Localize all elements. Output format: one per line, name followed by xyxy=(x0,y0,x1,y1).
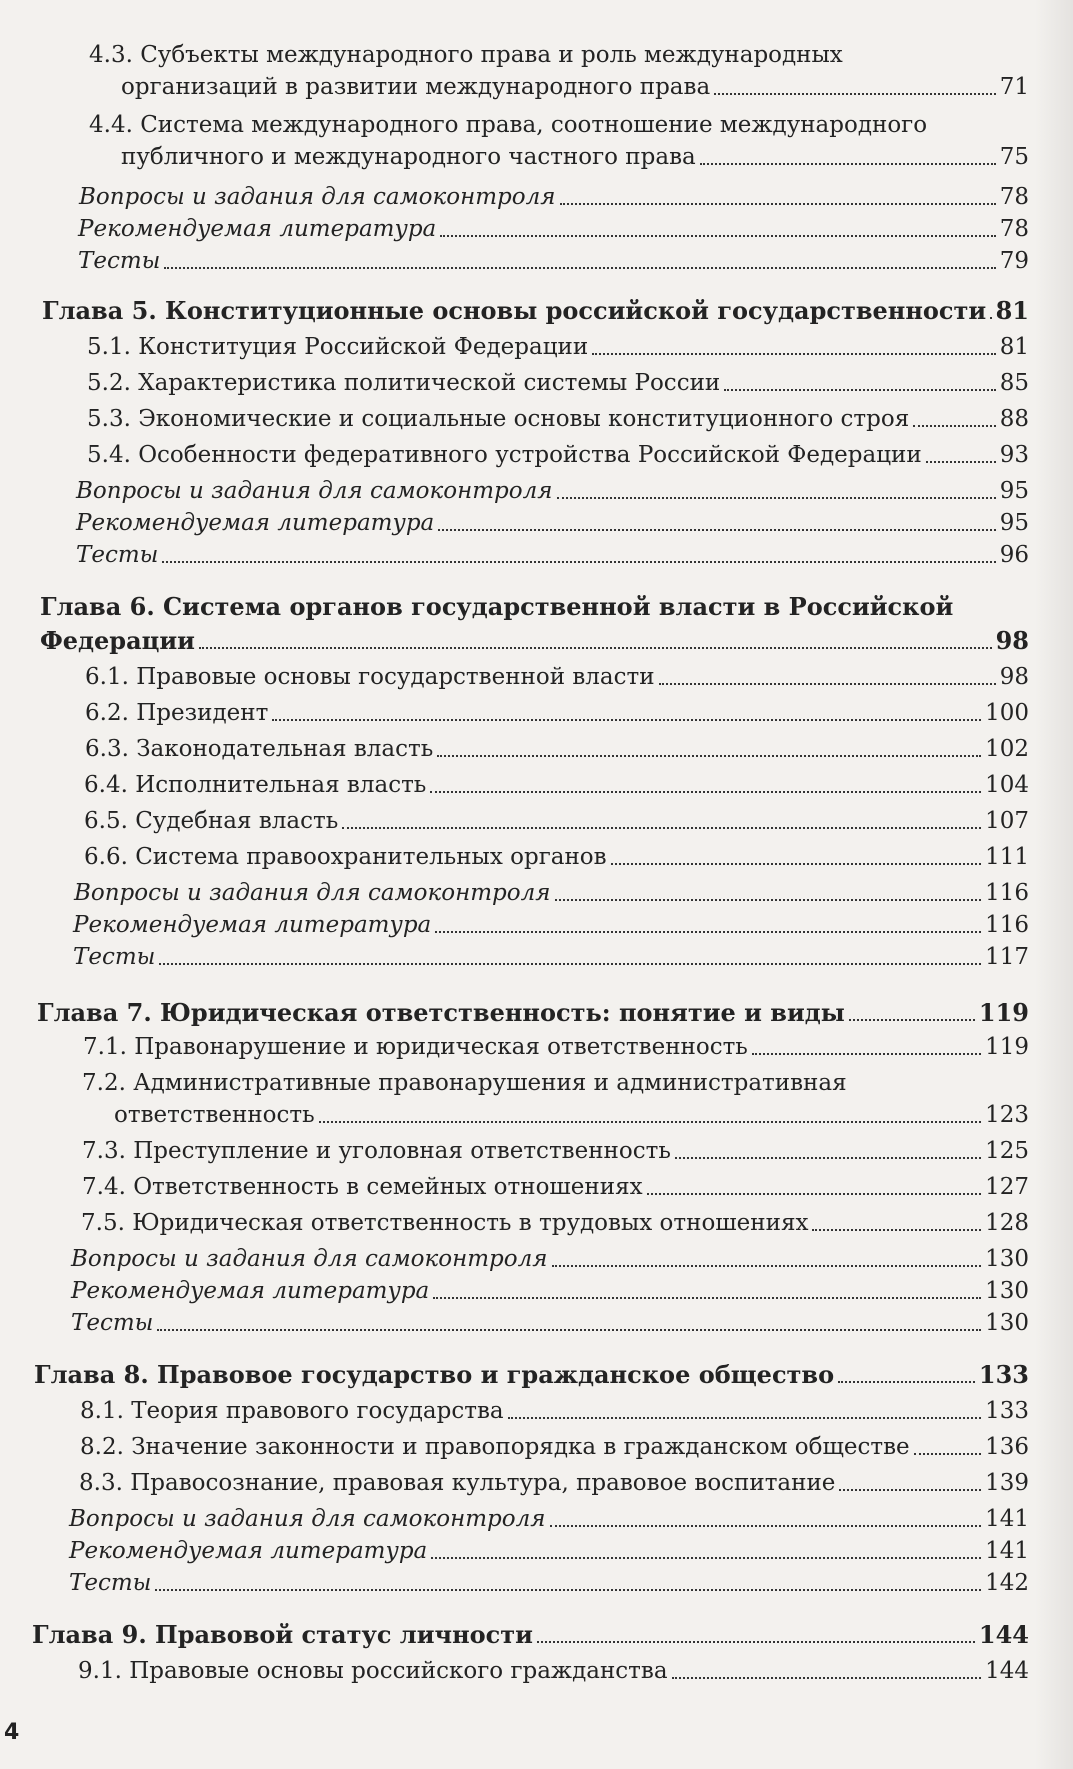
toc-entry-title: Тесты xyxy=(73,944,156,970)
toc-page-number: 81 xyxy=(999,334,1029,360)
toc-entry-title: 6.3. Законодательная власть xyxy=(85,736,434,762)
toc-entry-title: 6.1. Правовые основы государственной власти xyxy=(85,664,655,690)
dot-leader xyxy=(838,1380,975,1383)
dot-leader xyxy=(159,962,981,965)
toc-entry[interactable] xyxy=(83,1032,1029,1062)
dot-leader xyxy=(555,898,982,901)
dot-leader xyxy=(672,1676,982,1679)
toc-page-number: 136 xyxy=(985,1434,1029,1460)
toc-entry[interactable] xyxy=(87,332,1029,362)
dot-leader xyxy=(199,646,992,649)
dot-leader xyxy=(537,1640,975,1643)
toc-entry[interactable] xyxy=(121,72,1029,102)
toc-entry[interactable] xyxy=(74,878,1029,908)
toc-entry-title: 5.1. Конституция Российской Федерации xyxy=(87,334,589,360)
dot-leader xyxy=(557,496,996,499)
toc-entry-title: 6.6. Система правоохранительных органов xyxy=(84,844,607,870)
toc-entry[interactable] xyxy=(76,476,1029,506)
toc-entry-line: Глава 6. Система органов государственной власти в Российской xyxy=(40,592,954,621)
toc-entry[interactable] xyxy=(76,508,1029,538)
toc-page-number: 142 xyxy=(985,1570,1029,1596)
toc-entry[interactable] xyxy=(78,214,1029,244)
toc-page-number: 98 xyxy=(995,626,1029,655)
dot-leader xyxy=(700,162,996,165)
toc-entry-title: 5.3. Экономические и социальные основы конституционного строя xyxy=(87,406,910,432)
toc-page-number: 130 xyxy=(985,1246,1029,1272)
toc-entry[interactable] xyxy=(79,1468,1029,1498)
dot-leader xyxy=(162,560,995,563)
dot-leader xyxy=(812,1228,981,1231)
dot-leader xyxy=(659,682,996,685)
toc-entry-line: 4.3. Субъекты международного права и роль международных xyxy=(89,42,843,68)
toc-page-number: 130 xyxy=(985,1278,1029,1304)
toc-entry-title: Федерации xyxy=(40,626,195,655)
dot-leader xyxy=(431,1556,981,1559)
toc-entry-title: 8.1. Теория правового государства xyxy=(80,1398,504,1424)
toc-entry[interactable] xyxy=(79,182,1029,212)
dot-leader xyxy=(272,718,981,721)
toc-entry[interactable] xyxy=(82,1136,1029,1166)
dot-leader xyxy=(342,826,981,829)
toc-page-number: 95 xyxy=(999,478,1029,504)
toc-entry-title: Глава 8. Правовое государство и гражданское общество xyxy=(34,1360,835,1389)
toc-entry[interactable] xyxy=(69,1536,1029,1566)
toc-entry[interactable] xyxy=(73,910,1029,940)
dot-leader xyxy=(440,234,995,237)
dot-leader xyxy=(552,1264,982,1267)
toc-entry[interactable] xyxy=(40,626,1029,656)
dot-leader xyxy=(437,754,981,757)
toc-page-number: 88 xyxy=(999,406,1029,432)
toc-entry[interactable] xyxy=(121,142,1029,172)
toc-entry-title: Глава 5. Конституционные основы российской государственности xyxy=(42,296,987,325)
toc-page-number: 96 xyxy=(999,542,1029,568)
dot-leader xyxy=(508,1416,981,1419)
toc-entry-title: Тесты xyxy=(78,248,161,274)
toc-page-number: 128 xyxy=(985,1210,1029,1236)
toc-entry[interactable] xyxy=(80,1396,1029,1426)
dot-leader xyxy=(926,460,996,463)
toc-entry[interactable] xyxy=(76,540,1029,570)
dot-leader xyxy=(430,790,981,793)
toc-entry-title: Рекомендуемая литература xyxy=(73,912,432,938)
toc-entry-title: 8.2. Значение законности и правопорядка в гражданском обществе xyxy=(80,1434,910,1460)
toc-page-number: 78 xyxy=(999,216,1029,242)
dot-leader xyxy=(990,316,991,319)
toc-entry[interactable] xyxy=(78,1656,1029,1686)
toc-entry[interactable] xyxy=(42,296,1029,326)
toc-entry-title: Вопросы и задания для самоконтроля xyxy=(76,478,553,504)
toc-page-number: 119 xyxy=(985,1034,1029,1060)
dot-leader xyxy=(752,1052,981,1055)
dot-leader xyxy=(675,1156,981,1159)
toc-page-number: 75 xyxy=(999,144,1029,170)
toc-entry[interactable] xyxy=(85,734,1029,764)
dot-leader xyxy=(839,1488,981,1491)
toc-entry[interactable] xyxy=(32,1620,1029,1650)
toc-page-number: 127 xyxy=(985,1174,1029,1200)
toc-entry[interactable] xyxy=(71,1244,1029,1274)
toc-entry[interactable] xyxy=(37,998,1029,1028)
toc-page-number: 139 xyxy=(985,1470,1029,1496)
toc-entry[interactable] xyxy=(80,1432,1029,1462)
toc-entry-title: Вопросы и задания для самоконтроля xyxy=(69,1506,546,1532)
toc-entry-title: Рекомендуемая литература xyxy=(71,1278,430,1304)
toc-page-number: 141 xyxy=(985,1538,1029,1564)
toc-entry-title: 9.1. Правовые основы российского гражданства xyxy=(78,1658,668,1684)
toc-entry-title: 7.3. Преступление и уголовная ответственность xyxy=(82,1138,671,1164)
toc-entry-title: 7.4. Ответственность в семейных отношениях xyxy=(82,1174,643,1200)
toc-entry-line: 4.4. Система международного права, соотношение международного xyxy=(89,112,928,138)
toc-page-number: 117 xyxy=(985,944,1029,970)
dot-leader xyxy=(550,1524,982,1527)
toc-page-number: 100 xyxy=(985,700,1029,726)
toc-page-number: 81 xyxy=(995,296,1029,325)
toc-entry[interactable] xyxy=(34,1360,1029,1390)
dot-leader xyxy=(647,1192,982,1195)
toc-entry-title: Глава 7. Юридическая ответственность: понятие и виды xyxy=(37,998,845,1027)
toc-page-number: 130 xyxy=(985,1310,1029,1336)
toc-entry[interactable] xyxy=(85,662,1029,692)
toc-entry-title: 7.5. Юридическая ответственность в трудовых отношениях xyxy=(81,1210,809,1236)
toc-entry[interactable] xyxy=(84,842,1029,872)
dot-leader xyxy=(849,1018,975,1021)
dot-leader xyxy=(157,1328,981,1331)
toc-page-number: 123 xyxy=(985,1102,1029,1128)
toc-entry[interactable] xyxy=(114,1100,1029,1130)
toc-entry[interactable] xyxy=(87,404,1029,434)
toc-entry[interactable] xyxy=(69,1504,1029,1534)
toc-page-number: 107 xyxy=(985,808,1029,834)
toc-page-number: 85 xyxy=(999,370,1029,396)
toc-page-number: 116 xyxy=(985,912,1029,938)
toc-entry-title: 8.3. Правосознание, правовая культура, правовое воспитание xyxy=(79,1470,836,1496)
dot-leader xyxy=(435,930,981,933)
toc-entry-title: 5.4. Особенности федеративного устройства Российской Федерации xyxy=(87,442,922,468)
toc-entry-line: 7.2. Административные правонарушения и административная xyxy=(82,1070,847,1096)
toc-entry-title: 6.2. Президент xyxy=(85,700,269,726)
toc-entry[interactable] xyxy=(71,1308,1029,1338)
toc-entry[interactable] xyxy=(87,440,1029,470)
toc-page-number: 98 xyxy=(999,664,1029,690)
dot-leader xyxy=(611,862,982,865)
toc-page-number: 93 xyxy=(999,442,1029,468)
dot-leader xyxy=(433,1296,981,1299)
toc-page-number: 125 xyxy=(985,1138,1029,1164)
toc-page-number: 102 xyxy=(985,736,1029,762)
toc-page-number: 144 xyxy=(978,1620,1029,1649)
toc-entry-title: 7.1. Правонарушение и юридическая ответственность xyxy=(83,1034,748,1060)
toc-entry[interactable] xyxy=(78,246,1029,276)
dot-leader xyxy=(319,1120,981,1123)
toc-entry-title: Глава 9. Правовой статус личности xyxy=(32,1620,533,1649)
dot-leader xyxy=(560,202,996,205)
toc-page-number: 119 xyxy=(978,998,1029,1027)
toc-entry-title: Рекомендуемая литература xyxy=(76,510,435,536)
toc-page-number: 78 xyxy=(999,184,1029,210)
dot-leader xyxy=(155,1588,981,1591)
toc-entry-title: Рекомендуемая литература xyxy=(78,216,437,242)
toc-page-number: 141 xyxy=(985,1506,1029,1532)
toc-entry-title: Тесты xyxy=(69,1570,152,1596)
page-number: 4 xyxy=(4,1720,20,1745)
toc-entry[interactable] xyxy=(71,1276,1029,1306)
dot-leader xyxy=(592,352,996,355)
toc-entry-title: Рекомендуемая литература xyxy=(69,1538,428,1564)
toc-entry-title: 5.2. Характеристика политической системы России xyxy=(87,370,721,396)
dot-leader xyxy=(164,266,995,269)
dot-leader xyxy=(438,528,995,531)
toc-page-number: 71 xyxy=(999,74,1029,100)
toc-entry-title: ответственность xyxy=(114,1102,315,1128)
toc-page-number: 133 xyxy=(985,1398,1029,1424)
toc-entry[interactable] xyxy=(73,942,1029,972)
toc-page-number: 116 xyxy=(985,880,1029,906)
dot-leader xyxy=(914,1452,981,1455)
toc-page-number: 111 xyxy=(985,844,1029,870)
dot-leader xyxy=(724,388,995,391)
toc-entry[interactable] xyxy=(82,1172,1029,1202)
toc-entry[interactable] xyxy=(84,806,1029,836)
toc-entry[interactable] xyxy=(81,1208,1029,1238)
toc-entry-title: Вопросы и задания для самоконтроля xyxy=(79,184,556,210)
toc-entry-title: Тесты xyxy=(71,1310,154,1336)
toc-entry-title: 6.4. Исполнительная власть xyxy=(84,772,427,798)
toc-entry-title: 6.5. Судебная власть xyxy=(84,808,339,834)
toc-entry-title: публичного и международного частного права xyxy=(121,144,696,170)
toc-entry-title: организаций в развитии международного права xyxy=(121,74,711,100)
toc-page-number: 133 xyxy=(978,1360,1029,1389)
toc-entry-title: Тесты xyxy=(76,542,159,568)
toc-page-number: 144 xyxy=(985,1658,1029,1684)
dot-leader xyxy=(714,92,996,95)
toc-entry-title: Вопросы и задания для самоконтроля xyxy=(74,880,551,906)
toc-page-number: 95 xyxy=(999,510,1029,536)
toc-entry[interactable] xyxy=(87,368,1029,398)
toc-entry[interactable] xyxy=(84,770,1029,800)
toc-entry[interactable] xyxy=(85,698,1029,728)
toc-page-number: 79 xyxy=(999,248,1029,274)
toc-entry[interactable] xyxy=(69,1568,1029,1598)
toc-entry-title: Вопросы и задания для самоконтроля xyxy=(71,1246,548,1272)
dot-leader xyxy=(913,424,996,427)
toc-page-number: 104 xyxy=(985,772,1029,798)
